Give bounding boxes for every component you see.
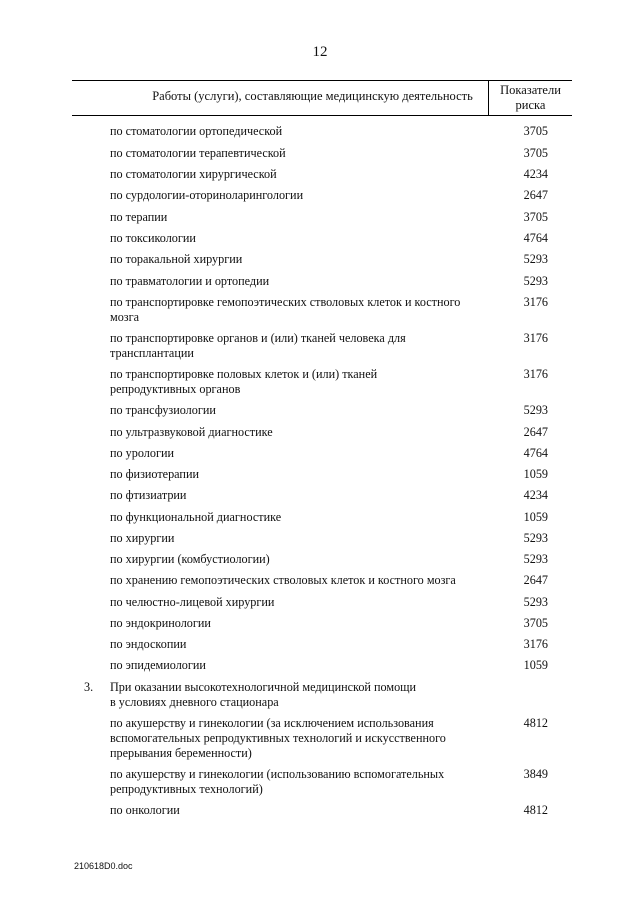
row-service-line: по ультразвуковой диагностике [110, 425, 273, 439]
row-service-line: по челюстно-лицевой хирургии [110, 595, 275, 609]
row-risk-value: 4764 [523, 446, 548, 460]
row-service-line: по трансфузиологии [110, 403, 216, 417]
row-service-line: вспомогательных репродуктивных технологий и искусственного [110, 731, 446, 745]
row-service-name [110, 167, 495, 182]
row-risk-value: 4812 [523, 716, 548, 730]
row-service-name [110, 467, 495, 482]
row-risk-value: 4764 [523, 231, 548, 245]
row-service-name [110, 331, 495, 361]
row-risk-value: 3705 [523, 146, 548, 160]
header-risk-line2: риска [515, 98, 546, 112]
row-service-name [110, 767, 495, 797]
row-service-name [110, 531, 495, 546]
row-service-line: репродуктивных органов [110, 382, 241, 396]
row-service-name [110, 658, 495, 673]
row-risk-value: 5293 [523, 274, 548, 288]
row-service-line: по эндоскопии [110, 637, 187, 651]
row-service-name [110, 274, 495, 289]
row-service-name [110, 595, 495, 610]
header-risk-line1: Показатели [500, 83, 561, 97]
row-risk-value: 3849 [523, 767, 548, 781]
row-service-line: по акушерству и гинекологии (за исключением использования [110, 716, 434, 730]
row-service-line: по хирургии [110, 531, 175, 545]
row-service-line: прерывания беременности) [110, 746, 252, 760]
row-service-name [110, 425, 495, 440]
row-service-line: по стоматологии хирургической [110, 167, 277, 181]
row-service-name [110, 716, 495, 761]
row-risk-value: 3176 [523, 295, 548, 309]
row-risk-value: 3705 [523, 616, 548, 630]
row-service-line: по эндокринологии [110, 616, 211, 630]
row-service-name [110, 367, 495, 397]
row-risk-value: 2647 [523, 188, 548, 202]
row-service-name [110, 488, 495, 503]
row-service-line: по урологии [110, 446, 175, 460]
row-risk-value: 4234 [523, 488, 548, 502]
row-service-name [110, 680, 495, 710]
row-service-name [110, 637, 495, 652]
row-service-name [110, 188, 495, 203]
row-service-line: по хранению гемопоэтических стволовых клеток и костного мозга [110, 573, 456, 587]
row-service-line: по функциональной диагностике [110, 510, 282, 524]
header-works-title: Работы (услуги), составляющие медицинскую деятельность [152, 89, 473, 103]
row-service-line: При оказании высокотехнологичной медицинской помощи [110, 680, 417, 694]
row-service-line: репродуктивных технологий) [110, 782, 263, 796]
row-service-line: по акушерству и гинекологии (использованию вспомогательных [110, 767, 445, 781]
row-risk-value: 4812 [523, 803, 548, 817]
row-service-line: по онкологии [110, 803, 180, 817]
row-risk-value: 5293 [523, 252, 548, 266]
row-risk-value: 1059 [523, 510, 548, 524]
row-service-name [110, 403, 495, 418]
row-number: 3. [84, 680, 94, 694]
table-header [72, 80, 572, 116]
row-risk-value: 5293 [523, 595, 548, 609]
row-risk-value: 4234 [523, 167, 548, 181]
row-risk-value: 3705 [523, 124, 548, 138]
row-service-line: по стоматологии терапевтической [110, 146, 286, 160]
row-risk-value: 3176 [523, 367, 548, 381]
row-service-name [110, 573, 495, 588]
row-service-name [110, 295, 495, 325]
row-service-name [110, 616, 495, 631]
row-service-line: по торакальной хирургии [110, 252, 243, 266]
page-number: 12 [312, 44, 328, 60]
row-service-line: по сурдологии-оториноларингологии [110, 188, 304, 202]
header-risk-title [488, 81, 572, 115]
row-service-name [110, 210, 495, 225]
row-service-line: по эпидемиологии [110, 658, 206, 672]
row-risk-value: 3176 [523, 637, 548, 651]
row-service-line: мозга [110, 310, 140, 324]
row-service-name [110, 803, 495, 818]
row-risk-value: 2647 [523, 573, 548, 587]
row-service-line: по транспортировке половых клеток и (или) тканей [110, 367, 378, 381]
row-service-line: по хирургии (комбустиологии) [110, 552, 270, 566]
row-risk-value: 1059 [523, 658, 548, 672]
row-service-name [110, 552, 495, 567]
footer-filename: 210618D0.doc [74, 861, 133, 871]
row-risk-value: 5293 [523, 403, 548, 417]
row-service-line: по стоматологии ортопедической [110, 124, 283, 138]
row-service-name [110, 146, 495, 161]
row-service-line: трансплантации [110, 346, 194, 360]
row-service-line: по терапии [110, 210, 168, 224]
row-service-name [110, 231, 495, 246]
row-service-line: в условиях дневного стационара [110, 695, 279, 709]
row-service-line: по фтизиатрии [110, 488, 187, 502]
row-risk-value: 1059 [523, 467, 548, 481]
row-service-name [110, 510, 495, 525]
row-risk-value: 5293 [523, 552, 548, 566]
row-service-name [110, 252, 495, 267]
row-risk-value: 3705 [523, 210, 548, 224]
row-risk-value: 3176 [523, 331, 548, 345]
row-service-line: по транспортировке органов и (или) тканей человека для [110, 331, 406, 345]
row-risk-value: 2647 [523, 425, 548, 439]
row-service-line: по токсикологии [110, 231, 196, 245]
row-service-line: по транспортировке гемопоэтических стволовых клеток и костного [110, 295, 461, 309]
row-service-name [110, 446, 495, 461]
row-service-name [110, 124, 495, 139]
row-service-line: по физиотерапии [110, 467, 199, 481]
row-risk-value: 5293 [523, 531, 548, 545]
row-service-line: по травматологии и ортопедии [110, 274, 270, 288]
